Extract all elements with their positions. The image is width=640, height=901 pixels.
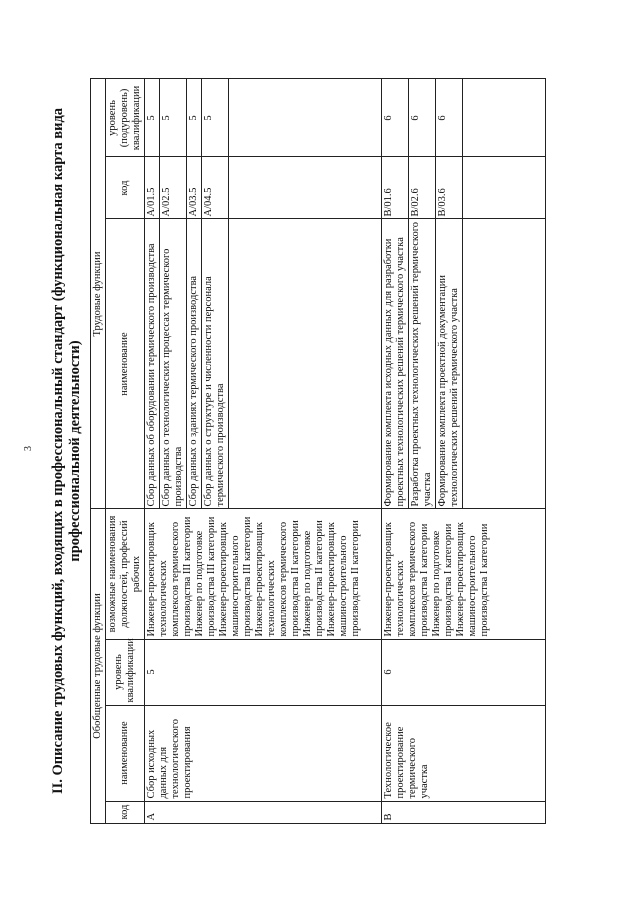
group-code: A — [145, 801, 382, 823]
function-code: A/01.5 — [145, 157, 160, 219]
function-name: Сбор данных о технологических процессах термического производства — [160, 219, 187, 509]
header-positions: возможные наименования должностей, профессий рабочих — [106, 509, 145, 639]
functional-map-table — [90, 78, 546, 823]
function-name: Сбор данных о структуре и численности персонала термического производства — [202, 219, 229, 509]
function-level: 6 — [409, 78, 436, 156]
header-name: наименование — [106, 705, 145, 801]
function-code: B/03.6 — [436, 157, 463, 219]
title-line-1: II. Описание трудовых функций, входящих в профессиональный стандарт (функциональная карта вида — [50, 107, 66, 794]
group-positions: Инженер-проектировщик технологических комплексов термического производства I категории Инженер по подготовке производства I категории Инженер-проектировщик машиностроительного производства I категории — [382, 509, 546, 639]
function-name: Сбор данных об оборудовании термического производства — [145, 219, 160, 509]
function-level: 6 — [382, 78, 409, 156]
header-function-code: код — [106, 157, 145, 219]
function-code: A/02.5 — [160, 157, 187, 219]
header-generalized: Обобщенные трудовые функции — [91, 509, 106, 823]
group-name: Технологическое проектирование термического участка — [382, 705, 546, 801]
function-level: 5 — [202, 78, 229, 156]
function-code: B/01.6 — [382, 157, 409, 219]
table-row — [382, 78, 409, 822]
header-function-name: наименование — [106, 219, 145, 509]
empty-cell — [229, 157, 382, 219]
header-function-level: уровень (подуровень) квалификации — [106, 78, 145, 156]
header-labor: Трудовые функции — [91, 78, 106, 508]
header-row-1 — [91, 78, 106, 822]
empty-cell — [229, 78, 382, 156]
empty-cell — [463, 157, 546, 219]
header-row-2 — [106, 78, 145, 822]
function-level: 6 — [436, 78, 463, 156]
function-level: 5 — [160, 78, 187, 156]
empty-cell — [229, 219, 382, 509]
group-positions: Инженер-проектировщик технологических комплексов термического производства III категории Инженер по подготовке производства III категории Инженер-проектировщик машиностроительного производства III категории Инженер-проектировщик технологических комплексов термического производства II категории Инженер по подготовке производства II категории Инженер-проектировщик машиностроительного производства II категории — [145, 509, 382, 639]
function-name: Формирование комплекта проектной документации технологических решений термического участка — [436, 219, 463, 509]
rotated-page — [40, 61, 600, 841]
group-level: 6 — [382, 639, 546, 705]
header-code: код — [106, 801, 145, 823]
empty-cell — [463, 219, 546, 509]
page-title — [50, 61, 84, 841]
function-name: Сбор данных о зданиях термического производства — [187, 219, 202, 509]
title-line-2: профессиональной деятельности) — [67, 339, 83, 562]
function-code: A/04.5 — [202, 157, 229, 219]
function-name: Разработка проектных технологических решений термического участка — [409, 219, 436, 509]
function-code: A/03.5 — [187, 157, 202, 219]
function-level: 5 — [145, 78, 160, 156]
function-code: B/02.6 — [409, 157, 436, 219]
page-number: 3 — [23, 446, 34, 451]
function-level: 5 — [187, 78, 202, 156]
group-name: Сбор исходных данных для технологического проектирования — [145, 705, 382, 801]
header-level: уровень квалификации — [106, 639, 145, 705]
group-level: 5 — [145, 639, 382, 705]
group-code: B — [382, 801, 546, 823]
empty-cell — [463, 78, 546, 156]
table-row — [145, 78, 160, 822]
function-name: Формирование комплекта исходных данных для разработки проектных технологических решений термического участка — [382, 219, 409, 509]
